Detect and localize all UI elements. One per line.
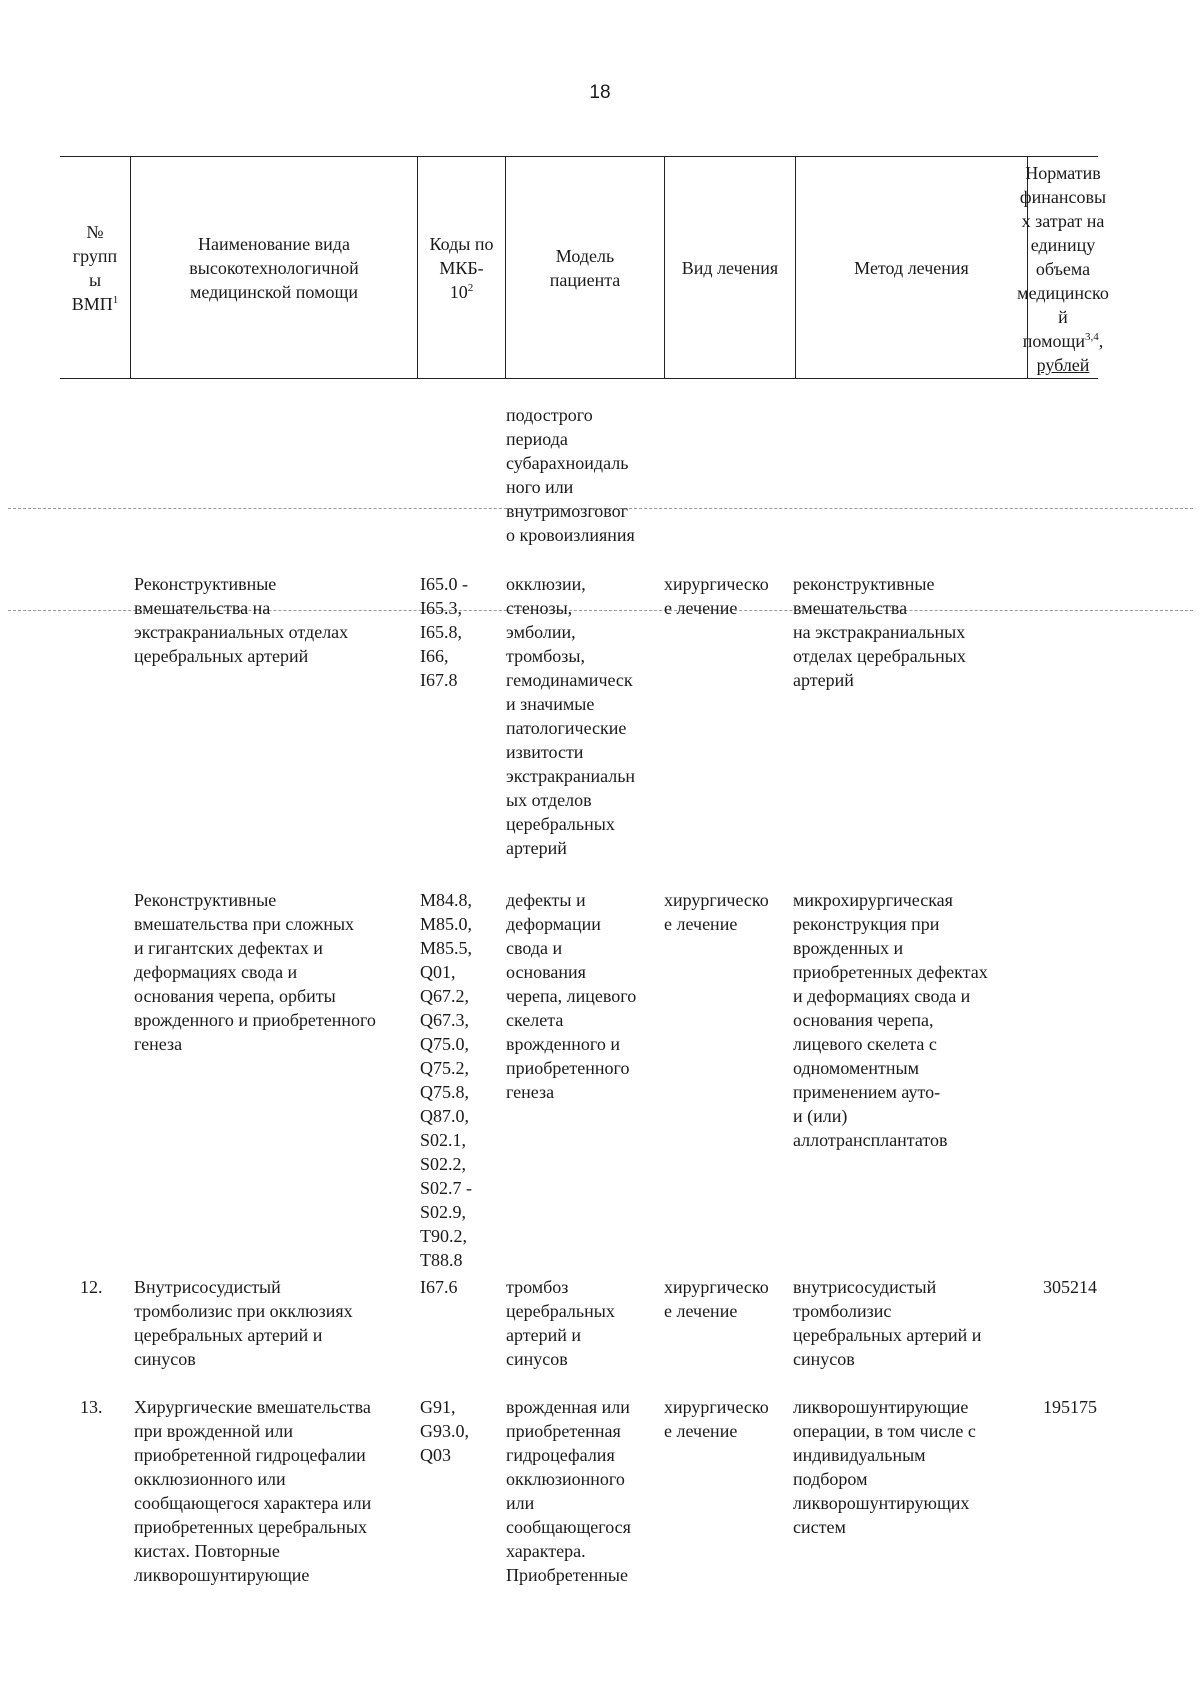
row4-number: 12. xyxy=(80,1277,103,1297)
row3-codes: M84.8, M85.0, M85.5, Q01, Q67.2, Q67.3, Q75.0, Q75.2, Q75.8, Q87.0, S02.1, S02.2, S02.7 - S02.9, T90.2, T88.8 xyxy=(420,890,473,1270)
header-icd-codes: Коды по МКБ- $10^2$ xyxy=(417,157,505,378)
header-care-name: Наименование вида высокотехнологичной медицинской помощи xyxy=(130,157,417,378)
row2-codes: I65.0 - I65.3, I65.8, I66, I67.8 xyxy=(420,574,468,690)
row4-name: Внутрисосудистый тромболизис при окклюзиях церебральных артерий и синусов xyxy=(134,1277,353,1369)
header-treatment-method: Метод лечения xyxy=(795,157,1027,378)
row5-norm: 195175 xyxy=(1043,1397,1097,1417)
row4-model: тромбоз церебральных артерий и синусов xyxy=(506,1277,615,1369)
row4-method: внутрисосудистый тромболизис церебральных артерий и синусов xyxy=(793,1277,982,1369)
table-header xyxy=(60,156,1109,379)
header-treatment-type: Вид лечения xyxy=(664,157,795,378)
row4-kind: хирургическо е лечение xyxy=(664,1277,769,1321)
header-cost-norm: Норматив финансовы х затрат на единицу объема медицинско й помощи$^{3,4}$, рублей xyxy=(1027,157,1098,378)
header-patient-model: Модель пациента xyxy=(505,157,664,378)
row4-norm: 305214 xyxy=(1043,1277,1097,1297)
page-number: 18 xyxy=(589,82,611,103)
row5-method: ликворошунтирующие операции, в том числе с индивидуальным подбором ликворошунтирующих систем xyxy=(793,1397,976,1537)
row2-kind: хирургическо е лечение xyxy=(664,574,769,618)
row3-method: микрохирургическая реконструкция при врожденных и приобретенных дефектах и деформациях свода и основания черепа, лицевого скелета с одномоментным применением ауто- и (или) аллотрансплантатов xyxy=(793,890,988,1150)
row5-number: 13. xyxy=(80,1397,103,1417)
row5-codes: G91, G93.0, Q03 xyxy=(420,1397,469,1465)
row3-kind: хирургическо е лечение xyxy=(664,890,769,934)
header-group-number: № групп ы ВМП$^1$ xyxy=(71,221,119,314)
row2-name: Реконструктивные вмешательства на экстракраниальных отделах церебральных артерий xyxy=(134,574,349,666)
row5-kind: хирургическо е лечение xyxy=(664,1397,769,1441)
row5-name: Хирургические вмешательства при врожденной или приобретенной гидроцефалии окклюзионного или сообщающегося характера или приобретенных церебральных кистах. Повторные ликворошунтирующие xyxy=(134,1397,372,1585)
row2-method: реконструктивные вмешательства на экстракраниальных отделах церебральных артерий xyxy=(793,574,966,690)
row3-name: Реконструктивные вмешательства при сложных и гигантских дефектах и деформациях свода и основания черепа, орбиты врожденного и приобретенного генеза xyxy=(134,890,376,1054)
row3-model: дефекты и деформации свода и основания черепа, лицевого скелета врожденного и приобретенного генеза xyxy=(506,890,637,1102)
row5-model: врожденная или приобретенная гидроцефалия окклюзионного или сообщающегося характера. Приобретенные xyxy=(506,1397,631,1585)
row1-model: подострого периода субарахноидаль ного или внутримозговог о кровоизлияния xyxy=(506,405,635,545)
row2-model: окклюзии, стенозы, эмболии, тромбозы, гемодинамическ и значимые патологические извитости экстракраниальн ых отделов церебральных артерий xyxy=(506,574,636,858)
row4-codes: I67.6 xyxy=(420,1277,458,1297)
